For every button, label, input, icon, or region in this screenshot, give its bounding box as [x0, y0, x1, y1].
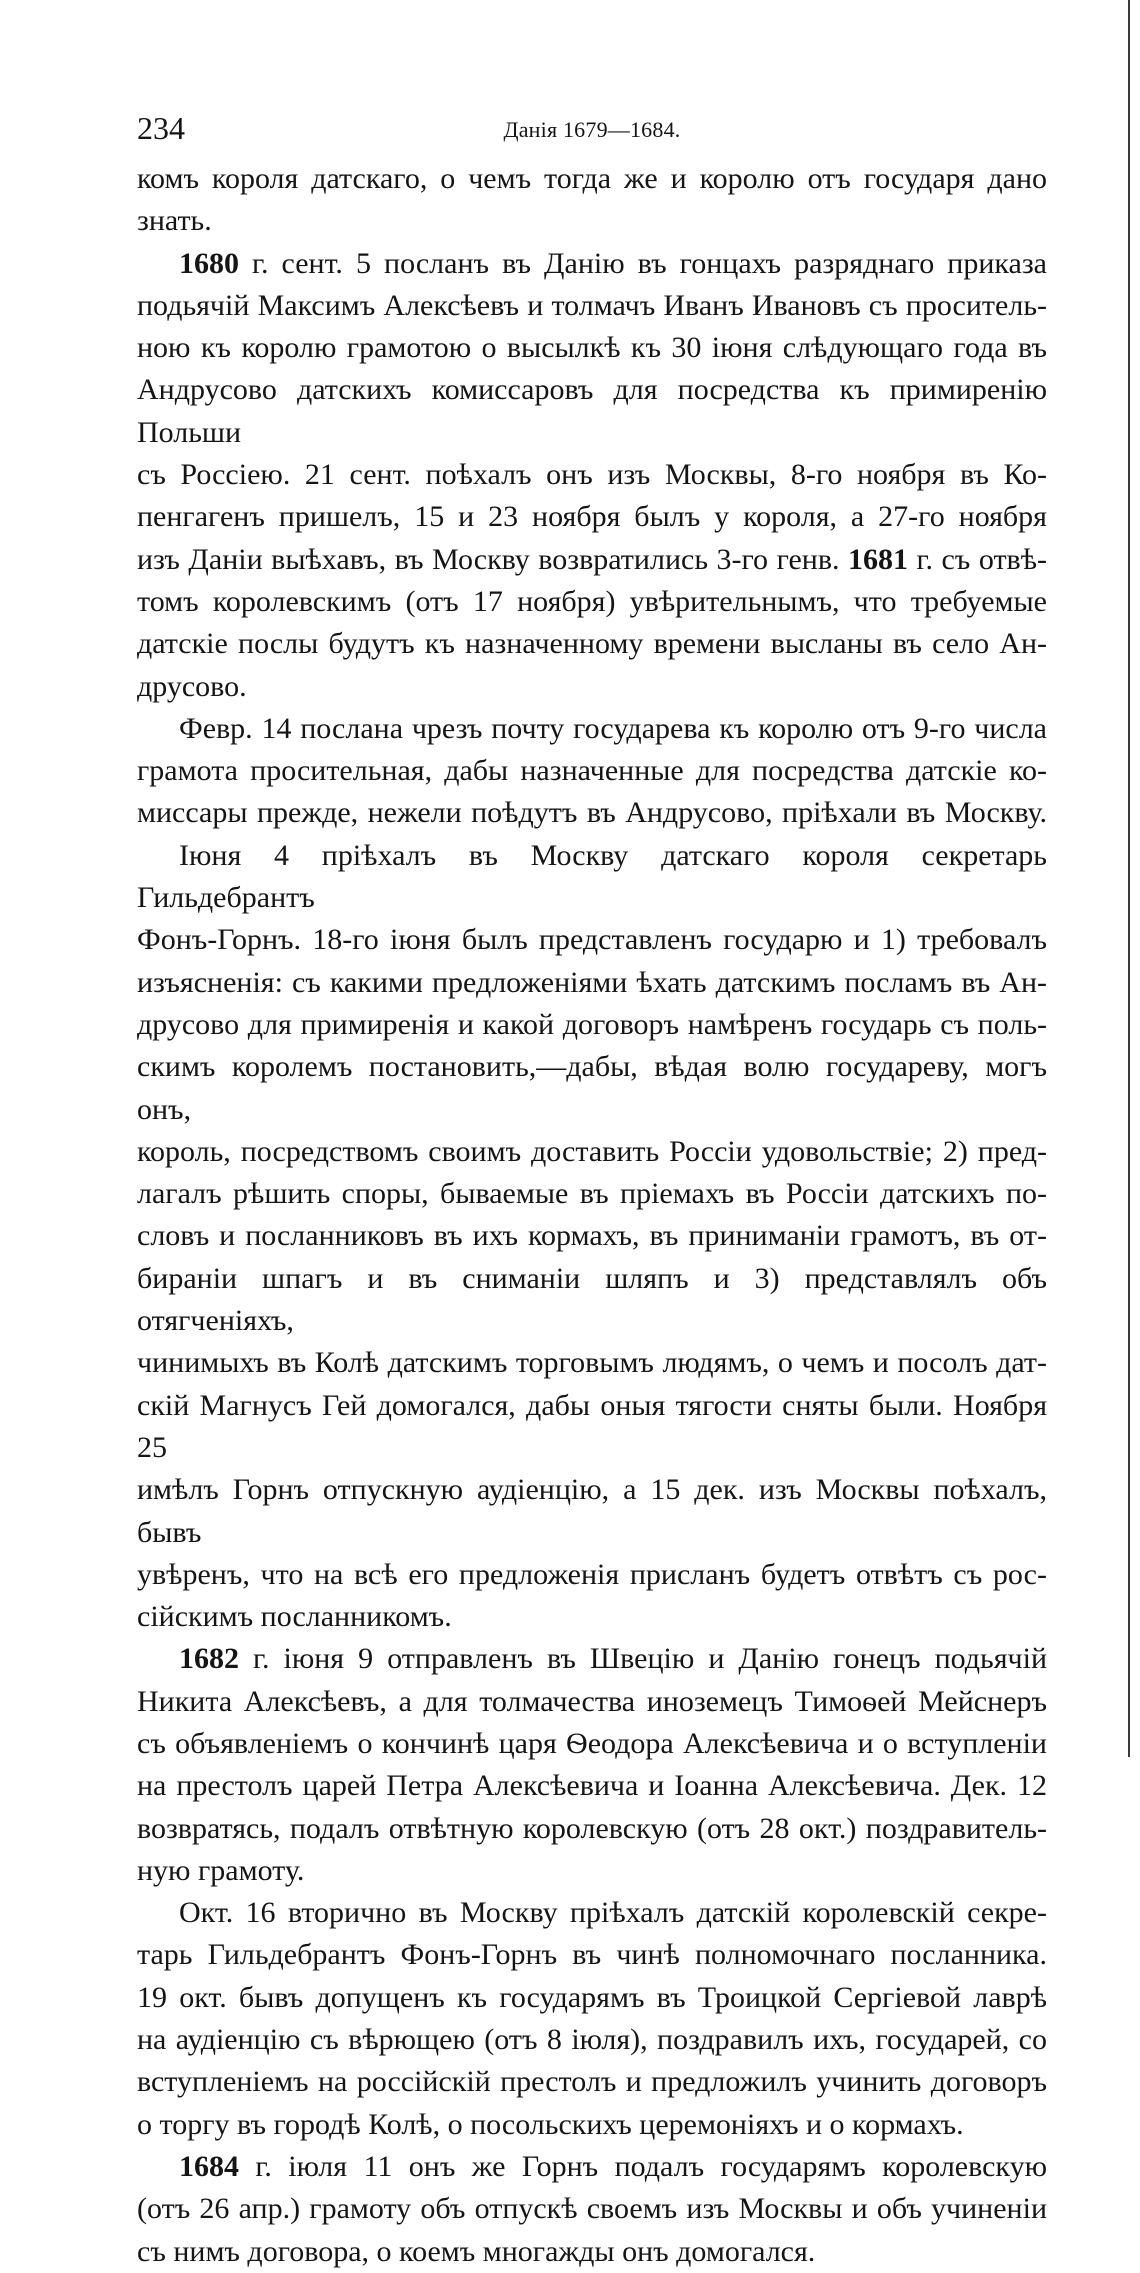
text-line: о торгу въ городѣ Колѣ, о посольскихъ церемоніяхъ и о кормахъ. [137, 2107, 964, 2141]
text-line: вступленіемъ на россійскій престолъ и предложилъ учинить договоръ [137, 2065, 1047, 2099]
text-line: лагалъ рѣшить споры, бываемые въ пріемахъ въ Россіи датскихъ по- [137, 1177, 1047, 1211]
paragraph [137, 708, 1047, 835]
page-edge-line [1128, 0, 1130, 1757]
year-1684: 1684 [179, 2149, 239, 2183]
text-line: миссары прежде, нежели поѣдутъ въ Андрусово, пріѣхали въ Москву. [137, 796, 1047, 830]
text-line: (отъ 26 апр.) грамоту объ отпускѣ своемъ изъ Москвы и объ учиненіи [137, 2192, 1047, 2226]
text-line: увѣренъ, что на всѣ его предложенія присланъ будетъ отвѣтъ съ рос- [137, 1557, 1047, 1591]
text-line [137, 243, 1047, 285]
text-line: друсово для примиренія и какой договоръ намѣренъ государь съ поль- [137, 1007, 1047, 1041]
paragraph [137, 2146, 1047, 2273]
text-line: скимъ королемъ постановить,—дабы, вѣдая волю государеву, могъ онъ, [137, 1050, 1047, 1126]
text-line: Никита Алексѣевъ, а для толмачества иноземецъ Тимоѳей Мейснеръ [137, 1684, 1047, 1718]
text-line: Іюня 4 пріѣхалъ въ Москву датскаго короля секретарь Гильдебрантъ [137, 838, 1047, 915]
line-text: изъ Даніи выѣхавъ, въ Москву возвратились 3-го генв. [137, 542, 849, 576]
running-title: Данія 1679—1684. [503, 117, 681, 142]
text-line: 19 окт. бывъ допущенъ къ государямъ въ Троицкой Сергіевой лаврѣ [137, 1980, 1047, 2014]
text-line: грамота просительная, дабы назначенные для посредства датскіе ко- [137, 754, 1047, 788]
line-text: г. іюля 11 онъ же Горнъ подалъ государямъ королевскую [239, 2149, 1047, 2183]
text-line: скій Магнусъ Гей домогался, дабы оныя тягости сняты были. Ноября 25 [137, 1388, 1047, 1464]
text-line: датскіе послы будутъ къ назначенному времени высланы въ село Ан- [137, 627, 1047, 661]
paragraph [137, 1638, 1047, 1892]
text-line: Февр. 14 послана чрезъ почту государева къ королю отъ 9-го числа [179, 711, 1047, 745]
paragraph [137, 835, 1047, 1639]
text-line: на аудіенцію съ вѣрющею (отъ 8 іюля), поздравилъ ихъ, государей, со [137, 2023, 1047, 2057]
text-line: съ Россіею. 21 сент. поѣхалъ онъ изъ Москвы, 8-го ноября въ Ко- [137, 458, 1047, 492]
text-line: чинимыхъ въ Колѣ датскимъ торговымъ людямъ, о чемъ и посолъ дат- [137, 1346, 1047, 1380]
text-line: сійскимъ посланникомъ. [137, 1600, 452, 1634]
text-line: томъ королевскимъ (отъ 17 ноября) увѣрительнымъ, что требуемые [137, 584, 1047, 618]
text-line: ную грамоту. [137, 1853, 305, 1887]
text-line: ною къ королю грамотою о высылкѣ къ 30 іюня слѣдующаго года въ [137, 331, 1047, 365]
text-line: подьячій Максимъ Алексѣевъ и толмачъ Иванъ Ивановъ съ проситель- [137, 288, 1047, 322]
text-line: бираніи шпагъ и въ сниманіи шляпъ и 3) представлялъ объ отягченіяхъ, [137, 1261, 1047, 1338]
body-text [137, 158, 1047, 2273]
paragraph [137, 243, 1047, 708]
line-text: г. іюня 9 отправленъ въ Швецію и Данію гонецъ подьячій [239, 1642, 1047, 1676]
text-line: тарь Гильдебрантъ Фонъ-Горнъ въ чинѣ полномочнаго посланника. [137, 1938, 1047, 1972]
text-line [137, 2146, 1047, 2188]
line-text: г. сент. 5 посланъ въ Данію въ гонцахъ разряднаго приказа [239, 246, 1047, 280]
text-line [137, 1638, 1047, 1680]
page-header [137, 108, 1047, 148]
paragraph [137, 158, 1047, 243]
text-line: возвратясь, подалъ отвѣтную королевскую (отъ 28 окт.) поздравитель- [137, 1811, 1047, 1845]
text-line: пенгагенъ пришелъ, 15 и 23 ноября былъ у короля, а 27-го ноября [137, 500, 1047, 534]
text-line: друсово. [137, 669, 247, 703]
text-line: Окт. 16 вторично въ Москву пріѣхалъ датскій королевскій секре- [179, 1896, 1047, 1930]
year-1681: 1681 [848, 542, 909, 576]
text-line: съ нимъ договора, о коемъ многажды онъ домогался. [137, 2234, 816, 2268]
text-line [137, 539, 1047, 581]
text-line: Фонъ-Горнъ. 18-го іюня былъ представленъ государю и 1) требовалъ [137, 923, 1047, 957]
text-line: съ объявленіемъ о кончинѣ царя Ѳеодора Алексѣевича и о вступленіи [137, 1726, 1047, 1760]
text-line: знать. [137, 204, 212, 238]
text-line: на престолъ царей Петра Алексѣевича и Іоанна Алексѣевича. Дек. 12 [137, 1769, 1047, 1803]
paragraph [137, 1892, 1047, 2146]
year-1680: 1680 [179, 246, 239, 280]
text-line: комъ короля датскаго, о чемъ тогда же и королю отъ государя дано [137, 162, 1047, 195]
text-line: имѣлъ Горнъ отпускную аудіенцію, а 15 дек. изъ Москвы поѣхалъ, бывъ [137, 1473, 1047, 1549]
text-line: Андрусово датскихъ комиссаровъ для посредства къ примиренію Польши [137, 373, 1047, 449]
text-line: словъ и посланниковъ въ ихъ кормахъ, въ приниманіи грамотъ, въ от- [137, 1219, 1047, 1253]
text-line: король, посредствомъ своимъ доставить Россіи удовольствіе; 2) пред- [137, 1134, 1047, 1168]
text-line: изъясненія: съ какими предложеніями ѣхать датскимъ посламъ въ Ан- [137, 965, 1047, 999]
page-number: 234 [137, 110, 185, 146]
year-1682: 1682 [179, 1642, 239, 1676]
line-text: г. съ отвѣ- [908, 542, 1047, 576]
